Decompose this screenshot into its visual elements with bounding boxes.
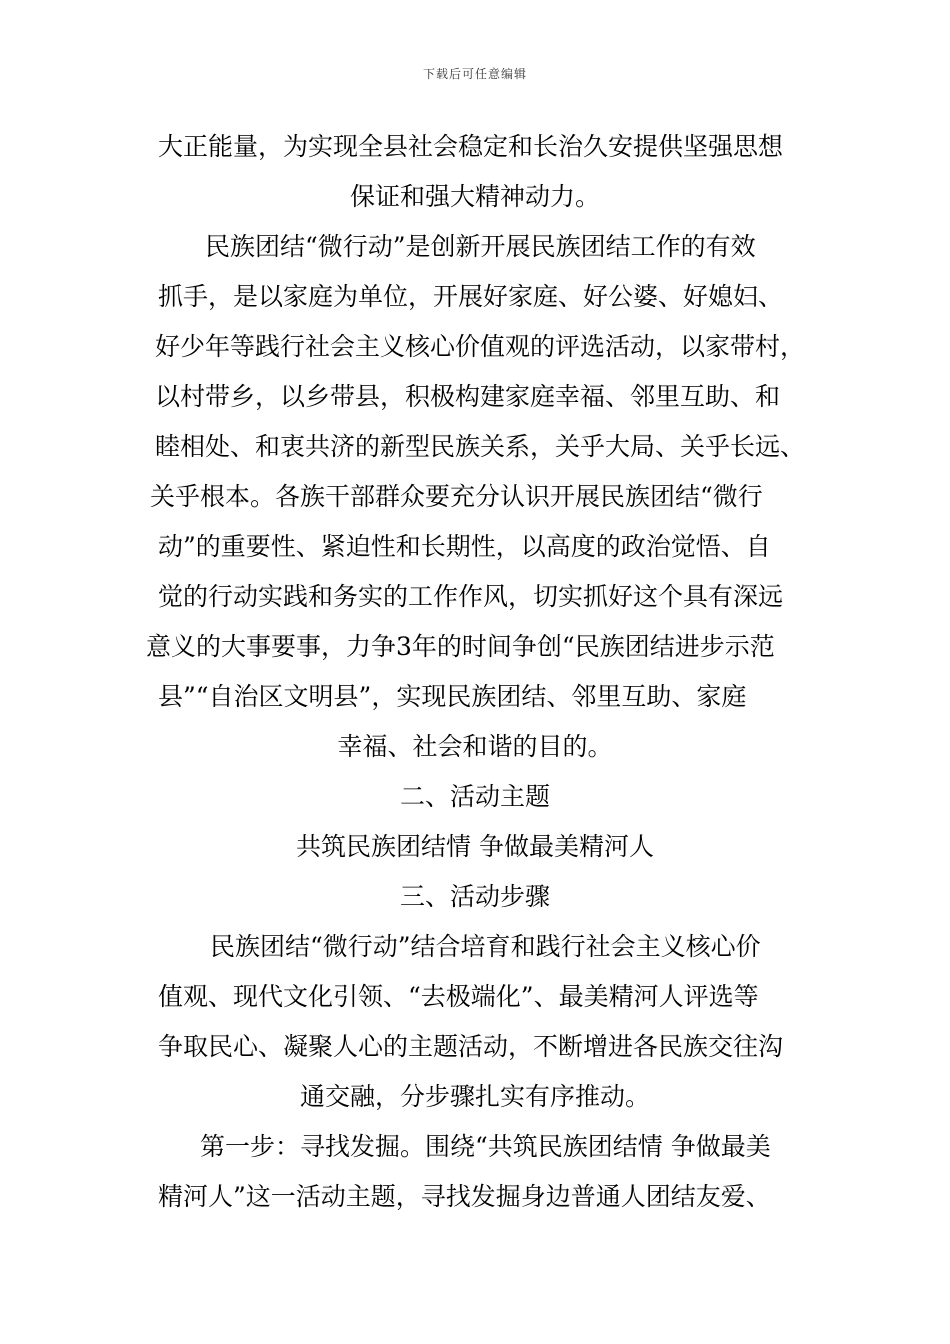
text-line xyxy=(0,672,950,722)
text-line-content: 关乎根本。各族干部群众要充分认识开展民族团结“微行 xyxy=(150,482,763,511)
text-line-content: 抓手，是以家庭为单位，开展好家庭、好公婆、好媳妇、 xyxy=(158,282,784,311)
text-line-content: 幸福、社会和谐的目的。 xyxy=(337,732,613,761)
paragraph-first-line xyxy=(0,222,950,272)
page-header-note: 下载后可任意编辑 xyxy=(422,67,527,81)
text-line xyxy=(0,372,950,422)
section-heading-text: 二、活动主题 xyxy=(399,782,550,811)
text-line-content: 民族团结“微行动”是创新开展民族团结工作的有效 xyxy=(205,232,756,261)
text-line xyxy=(0,122,950,172)
text-line-content: 睦相处、和衷共济的新型民族关系，关乎大局、关乎长远、 xyxy=(155,432,806,461)
text-line xyxy=(0,522,950,572)
text-line-content: 意义的大事要事，力争3年的时间争创“民族团结进步示范 xyxy=(146,632,775,661)
text-line-content: 第一步：寻找发掘。围绕“共筑民族团结情 争做最美 xyxy=(200,1132,771,1161)
text-line xyxy=(0,322,950,372)
text-line xyxy=(0,572,950,622)
text-line xyxy=(0,722,950,772)
text-line-content: 值观、现代文化引领、“去极端化”、最美精河人评选等 xyxy=(158,982,759,1011)
text-line-content: 觉的行动实践和务实的工作作风，切实抓好这个具有深远 xyxy=(158,582,784,611)
section-heading xyxy=(0,772,950,822)
text-line-content: 保证和强大精神动力。 xyxy=(349,182,600,211)
text-line xyxy=(0,272,950,322)
text-line xyxy=(0,972,950,1022)
text-line xyxy=(0,1072,950,1122)
section-heading xyxy=(0,872,950,922)
text-line-content: 精河人”这一活动主题，寻找发掘身边普通人团结友爱、 xyxy=(158,1182,771,1211)
section-heading-text: 三、活动步骤 xyxy=(399,882,550,911)
document-body xyxy=(0,122,950,1222)
text-line-content: 民族团结“微行动”结合培育和践行社会主义核心价 xyxy=(210,932,761,961)
text-line-content: 大正能量，为实现全县社会稳定和长治久安提供坚强思想 xyxy=(158,132,784,161)
text-line xyxy=(0,472,950,522)
paragraph-first-line xyxy=(0,922,950,972)
text-line xyxy=(0,422,950,472)
text-line xyxy=(0,1172,950,1222)
text-line-content: 县”“自治区文明县”，实现民族团结、邻里互助、家庭 xyxy=(158,682,747,711)
text-line-content: 通交融，分步骤扎实有序推动。 xyxy=(299,1082,650,1111)
text-line-content: 动”的重要性、紧迫性和长期性，以高度的政治觉悟、自 xyxy=(158,532,771,561)
text-line xyxy=(0,622,950,672)
text-line xyxy=(0,1022,950,1072)
text-line-content: 好少年等践行社会主义核心价值观的评选活动，以家带村， xyxy=(155,332,806,361)
text-line-content: 以村带乡，以乡带县，积极构建家庭幸福、邻里互助、和 xyxy=(155,382,781,411)
theme-text: 共筑民族团结情 争做最美精河人 xyxy=(296,832,654,861)
text-line xyxy=(0,172,950,222)
text-line-content: 争取民心、凝聚人心的主题活动，不断增进各民族交往沟 xyxy=(158,1032,784,1061)
theme-line xyxy=(0,822,950,872)
paragraph-first-line xyxy=(0,1122,950,1172)
